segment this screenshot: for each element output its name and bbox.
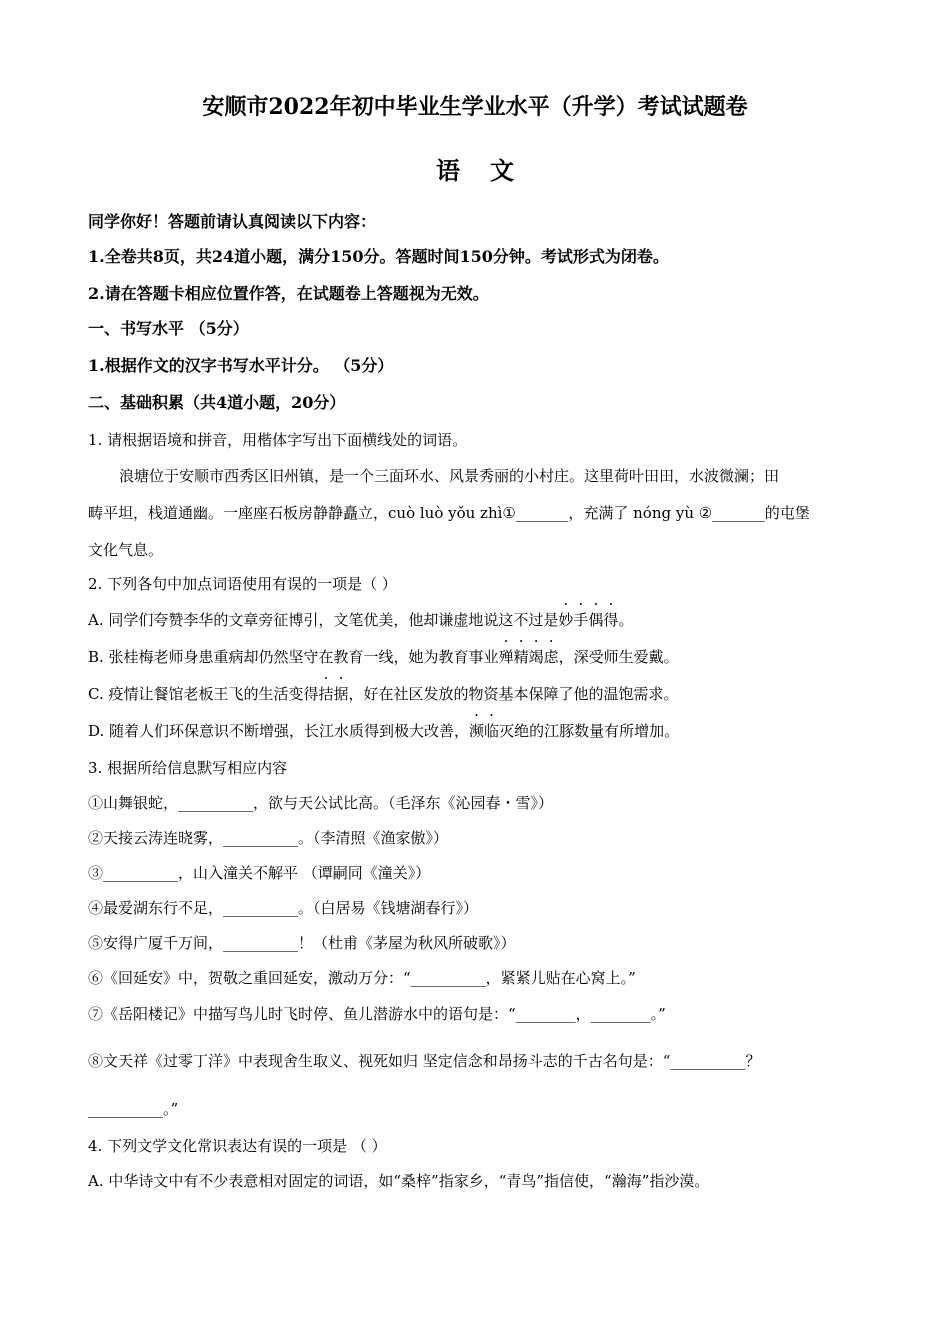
question-2-option-d bbox=[88, 721, 679, 741]
emphasis-dot-char: 精 bbox=[513, 648, 529, 666]
option-c-text: C. 疫情让餐馆老板王飞的生活变得 bbox=[88, 685, 319, 703]
emphasis-dot-char: 殚 bbox=[498, 648, 514, 666]
option-d-dotted-term bbox=[469, 722, 499, 740]
option-a-text: A. 同学们夸赞李华的文章旁征博引，文笔优美，他却谦虚地说这不过是 bbox=[88, 611, 559, 629]
question-4-option-a: A. 中华诗文中有不少表意相对固定的词语，如“桑梓”指家乡，“青鸟”指信使，“瀚海”指沙漠。 bbox=[88, 1172, 710, 1190]
question-3-line-5: ⑤安得广厦千万间，__________！（杜甫《茅屋为秋风所破歌》） bbox=[88, 934, 516, 952]
question-3-line-4: ④最爱湖东行不足，__________。（白居易《钱塘湖春行》） bbox=[88, 899, 479, 917]
option-c-dotted-term bbox=[318, 685, 348, 703]
emphasis-dot-char: 临 bbox=[484, 722, 500, 740]
emphasis-dot-char: 妙 bbox=[558, 611, 574, 629]
question-1-passage-line-3: 文化气息。 bbox=[88, 541, 164, 559]
question-3-line-8a: ⑧文天祥《过零丁洋》中表现舍生取义、视死如归 坚定信念和昂扬斗志的千古名句是：“__________？ bbox=[88, 1052, 761, 1070]
emphasis-dot-char: 竭 bbox=[528, 648, 544, 666]
option-b-end: ，深受师生爱戴。 bbox=[558, 648, 679, 666]
option-d-end: 灭绝的江豚数量有所增加。 bbox=[499, 722, 680, 740]
emphasis-dot-char: 偶 bbox=[588, 611, 604, 629]
question-2-option-c bbox=[88, 684, 679, 704]
section-1-question-1: 1.根据作文的汉字书写水平计分。 （5分） bbox=[88, 356, 394, 375]
question-2-stem: 2. 下列各句中加点词语使用有误的一项是（ ） bbox=[88, 575, 397, 593]
question-3-line-1: ①山舞银蛇，__________，欲与天公试比高。（毛泽东《沁园春・雪》） bbox=[88, 794, 554, 812]
instructions-item-1: 1.全卷共8页，共24道小题，满分150分。答题时间150分钟。考试形式为闭卷。 bbox=[88, 247, 669, 266]
emphasis-dot-char: 拮 bbox=[318, 685, 334, 703]
question-2-option-a bbox=[88, 610, 633, 630]
emphasis-dot-char: 据 bbox=[333, 685, 349, 703]
question-3-line-7: ⑦《岳阳楼记》中描写鸟儿时飞时停、鱼儿潜游水中的语句是：“________，________。” bbox=[88, 1005, 666, 1023]
subject-title: 语文 bbox=[436, 156, 544, 185]
question-3-line-6: ⑥《回延安》中，贺敬之重回延安，激动万分：“__________，紧紧儿贴在心窝上。” bbox=[88, 969, 636, 987]
section-1-heading: 一、书写水平 （5分） bbox=[88, 319, 249, 338]
question-1-stem: 1. 请根据语境和拼音，用楷体字写出下面横线处的词语。 bbox=[88, 431, 468, 449]
question-2-option-b bbox=[88, 647, 679, 667]
question-3-line-8b: __________。” bbox=[88, 1100, 179, 1118]
exam-title: 安顺市2022年初中毕业生学业水平（升学）考试试题卷 bbox=[202, 94, 748, 120]
emphasis-dot-char: 虑 bbox=[543, 648, 559, 666]
question-3-line-2: ②天接云涛连晓雾，__________。（李清照《渔家傲》） bbox=[88, 829, 449, 847]
instructions-greeting: 同学你好！答题前请认真阅读以下内容： bbox=[88, 212, 377, 231]
option-b-dotted-term bbox=[499, 648, 559, 666]
instructions-item-2: 2.请在答题卡相应位置作答，在试题卷上答题视为无效。 bbox=[88, 284, 489, 303]
question-4-stem: 4. 下列文学文化常识表达有误的一项是 （ ） bbox=[88, 1137, 387, 1155]
question-3-line-3: ③__________，山入潼关不解平 （谭嗣同《潼关》） bbox=[88, 864, 431, 882]
question-3-stem: 3. 根据所给信息默写相应内容 bbox=[88, 759, 288, 777]
emphasis-dot-char: 濒 bbox=[469, 722, 485, 740]
section-2-heading: 二、基础积累（共4道小题，20分） bbox=[88, 393, 346, 412]
question-1-passage-line-2: 畴平坦，栈道通幽。一座座石板房静静矗立，cuò luò yǒu zhì①_______，充满了 nóng yù ②_______的屯堡 bbox=[88, 504, 810, 522]
emphasis-dot-char: 得 bbox=[603, 611, 619, 629]
option-b-text: B. 张桂梅老师身患重病却仍然坚守在教育一线，她为教育事业 bbox=[88, 648, 499, 666]
question-1-passage-line-1: 浪塘位于安顺市西秀区旧州镇，是一个三面环水、风景秀丽的小村庄。这里荷叶田田，水波微澜；田 bbox=[119, 467, 780, 485]
option-a-dotted-term bbox=[558, 611, 618, 629]
emphasis-dot-char: 手 bbox=[573, 611, 589, 629]
option-c-end: ，好在社区发放的物资基本保障了他的温饱需求。 bbox=[348, 685, 679, 703]
option-a-end: 。 bbox=[618, 611, 634, 629]
option-d-text: D. 随着人们环保意识不断增强，长江水质得到极大改善， bbox=[88, 722, 470, 740]
